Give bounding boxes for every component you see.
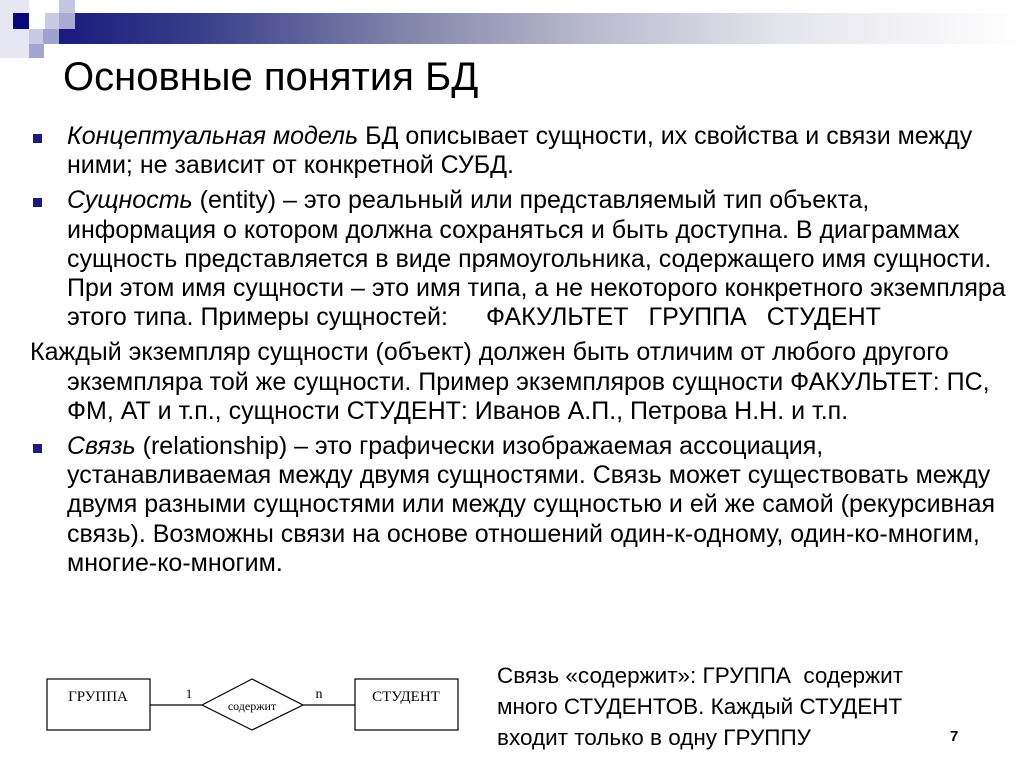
decor-square (29, 43, 44, 44)
header-gradient-bar (58, 13, 1024, 44)
entity-label-group: ГРУППА (68, 689, 128, 705)
er-diagram (0, 650, 480, 750)
term-conceptual-model: Концептуальная модель (67, 122, 359, 150)
note-line: Связь «содержит»: ГРУППА содержит (497, 663, 903, 688)
term-relationship: Связь (67, 432, 136, 461)
slide-content (30, 122, 1015, 584)
decor-square (0, 0, 29, 58)
bullet-text: БД описывает сущности, их свойства и связи между ними; не зависит от конкретной СУБД. (67, 122, 973, 180)
square-bullet-icon (33, 198, 42, 207)
example-entity: ГРУППА (648, 303, 747, 332)
square-bullet-icon (33, 444, 42, 453)
square-bullet-icon (33, 134, 42, 143)
relationship-note (497, 660, 977, 753)
decor-square (13, 13, 29, 29)
note-line: много СТУДЕНТОВ. Каждый СТУДЕНТ (497, 694, 903, 719)
entity-label-student: СТУДЕНТ (372, 689, 440, 705)
bullet-text: (entity) – это реальный или представляемый тип объекта, информация о котором должна сохраняться и быть доступна. В диаграммах сущность представляется в виде прямоугольника, содержащего имя сущности. При этом имя сущности – это имя типа, а не некоторого конкретного экземпляра этого типа. Примеры сущностей: (67, 186, 1006, 332)
paragraph-instances: Каждый экземпляр сущности (объект) должен быть отличим от любого другого экземпляра той же сущности. Пример экземпляров сущности ФАКУЛЬТЕТ: ПС, ФМ, АТ и т.п., сущности СТУДЕНТ: Иванов А.П., Петрова Н.Н. и т.п. (30, 338, 990, 425)
example-entity: ФАКУЛЬТЕТ (485, 303, 629, 332)
decor-square (45, 13, 59, 29)
decor-square (29, 29, 43, 43)
bullet-relationship (30, 432, 1015, 578)
cardinality-left: 1 (185, 686, 193, 701)
decor-square (29, 44, 44, 58)
bullet-conceptual-model (30, 122, 1015, 180)
page-number: 7 (950, 728, 959, 745)
slide-title: Основные понятия БД (63, 55, 479, 99)
bullet-entity (30, 186, 1015, 332)
relationship-label: содержит (227, 699, 277, 713)
bullet-text: (relationship) – это графически изображаемая ассоциация, устанавливаемая между двумя сущностями. Связь может существовать между двумя разными сущностями или между сущностью и ей же самой (рекурсивная связь). Возможны связи на основе отношений один-к-одному, один-ко-многим, многие-ко-многим. (67, 432, 996, 577)
decor-square (59, 13, 75, 29)
term-entity: Сущность (67, 186, 193, 215)
example-entity: СТУДЕНТ (766, 303, 881, 332)
decor-square (43, 29, 59, 44)
note-line: входит только в одну ГРУППУ (497, 725, 811, 750)
cardinality-right: n (315, 687, 323, 702)
